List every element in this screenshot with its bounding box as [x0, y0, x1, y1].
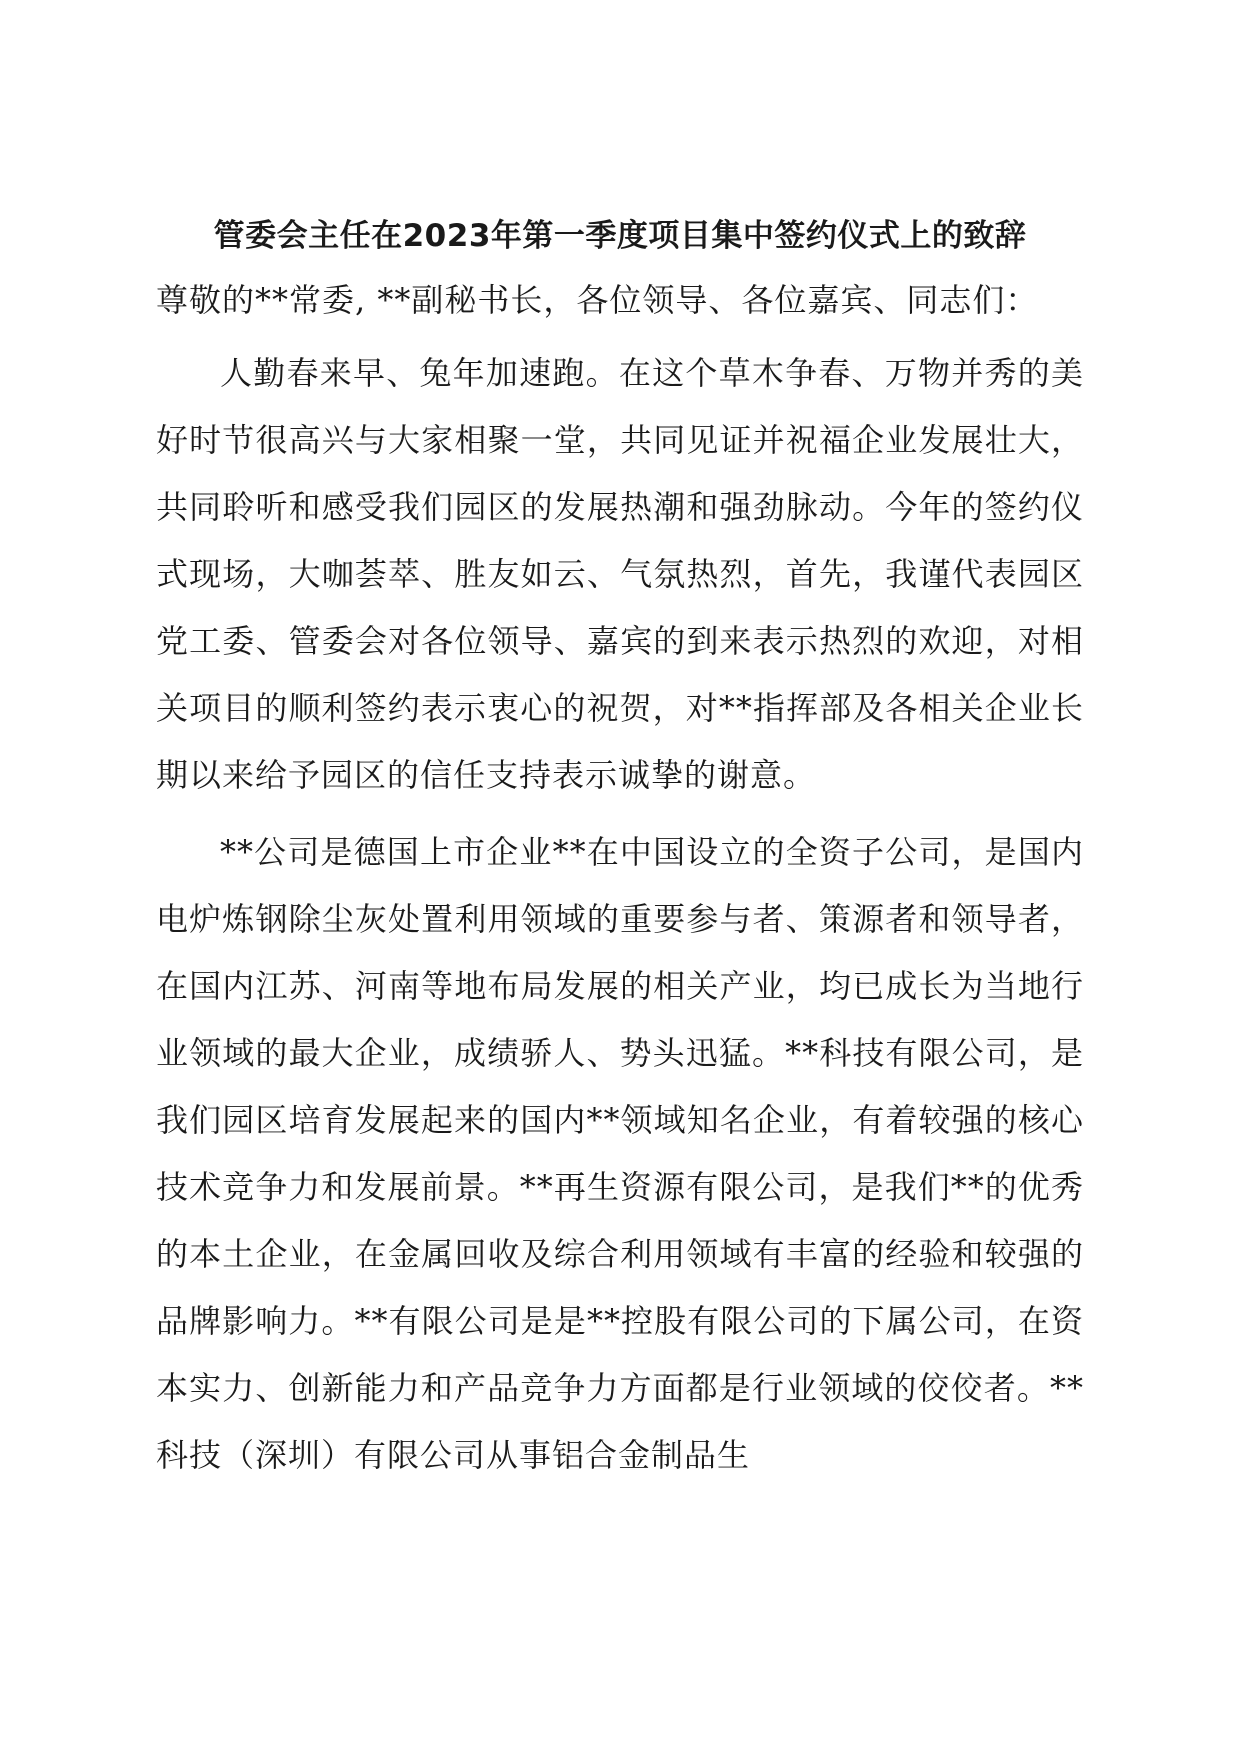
paragraph-2: **公司是德国上市企业**在中国设立的全资子公司，是国内电炉炼钢除尘灰处置利用领域的重要参与者、策源者和领导者，在国内江苏、河南等地布局发展的相关产业，均已成长为当地行业领域的最大企业，成绩骄人、势头迅猛。**科技有限公司，是我们园区培育发展起来的国内**领域知名企业，有着较强的核心技术竞争力和发展前景。**再生资源有限公司，是我们**的优秀的本土企业，在金属回收及综合利用领域有丰富的经验和较强的品牌影响力。**有限公司是是**控股有限公司的下属公司，在资本实力、创新能力和产品竞争力方面都是行业领域的佼佼者。**科技（深圳）有限公司从事铝合金制品生 [156, 833, 1084, 1474]
paragraph-1: 人勤春来早、兔年加速跑。在这个草木争春、万物并秀的美好时节很高兴与大家相聚一堂，共同见证并祝福企业发展壮大，共同聆听和感受我们园区的发展热潮和强劲脉动。今年的签约仪式现场，大咖荟萃、胜友如云、气氛热烈，首先，我谨代表园区党工委、管委会对各位领导、嘉宾的到来表示热烈的欢迎，对相关项目的顺利签约表示衷心的祝贺，对**指挥部及各相关企业长期以来给予园区的信任支持表示诚挚的谢意。 [156, 354, 1084, 794]
document-body [156, 208, 1084, 1499]
salutation: 尊敬的**常委, **副秘书长，各位领导、各位嘉宾、同志们： [156, 281, 1039, 319]
document-title: 管委会主任在2023年第一季度项目集中签约仪式上的致辞 [213, 218, 1027, 254]
